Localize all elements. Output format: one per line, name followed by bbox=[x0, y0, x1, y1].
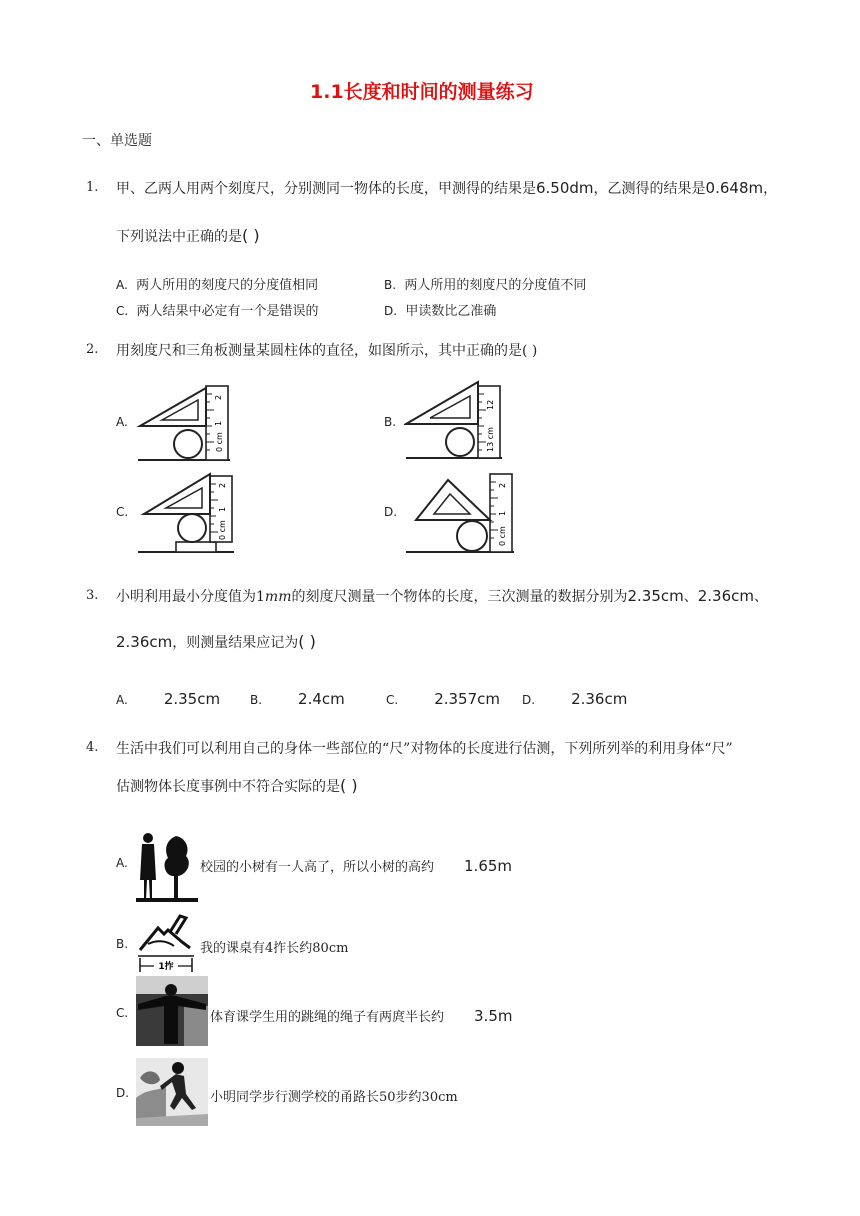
option-value: 2.35cm bbox=[163, 690, 221, 708]
option-text: 体育课学生用的跳绳的绳子有两庹半长约 bbox=[210, 1010, 445, 1025]
answer-paren: ( ) bbox=[298, 632, 316, 651]
ruler-label: 13 cm bbox=[486, 427, 495, 452]
option-letter: A. bbox=[116, 693, 128, 707]
option-letter: D. bbox=[384, 304, 398, 318]
q1-option-b[interactable] bbox=[384, 274, 586, 293]
q2-option-b-letter[interactable]: B. bbox=[384, 415, 397, 429]
option-text: 校园的小树有一人高了，所以小树的高约 bbox=[200, 860, 435, 875]
ruler-label: 2 bbox=[218, 482, 227, 488]
person-and-tree-image bbox=[136, 830, 198, 902]
option-value: 2.4cm bbox=[298, 690, 345, 708]
option-text: 两人结果中必定有一个是错误的 bbox=[136, 304, 319, 319]
option-letter: B. bbox=[384, 278, 397, 292]
span-label: 1拃 bbox=[158, 962, 174, 972]
question-4-line2 bbox=[116, 776, 358, 796]
hand-span-image bbox=[136, 914, 198, 974]
q1-option-a[interactable] bbox=[116, 274, 318, 293]
q4-option-a-text[interactable] bbox=[200, 856, 512, 875]
question-3-line2 bbox=[116, 632, 316, 652]
ruler-label: 12 bbox=[486, 399, 495, 410]
option-letter: C. bbox=[116, 304, 129, 318]
ruler-label: 0 cm bbox=[498, 526, 507, 546]
question-1-line1 bbox=[116, 178, 777, 198]
option-letter: D. bbox=[522, 693, 536, 707]
ruler-label: 1 bbox=[498, 510, 507, 516]
question-4-number: 4. bbox=[86, 740, 99, 755]
q4-option-d-text[interactable]: 小明同学步行测学校的甬路长50步约30cm bbox=[210, 1090, 458, 1105]
question-2-text: 用刻度尺和三角板测量某圆柱体的直径，如图所示，其中正确的是( ) bbox=[116, 343, 538, 359]
figure-d-ruler-triangle bbox=[404, 470, 516, 554]
question-3-text-a: 小明利用最小分度值为1 bbox=[116, 589, 265, 605]
q4-option-b-letter[interactable]: B. bbox=[116, 937, 129, 951]
question-1-line2 bbox=[116, 226, 260, 246]
question-1-number: 1. bbox=[86, 180, 99, 195]
question-4-line1: 生活中我们可以利用自己的身体一些部位的“尺”对物体的长度进行估测，下列所列举的利用身体“尺” bbox=[116, 741, 733, 757]
option-value: 2.357cm bbox=[434, 690, 501, 708]
q4-option-d-letter[interactable]: D. bbox=[116, 1086, 130, 1100]
page-title: 1.1长度和时间的测量练习 bbox=[310, 81, 534, 103]
q4-option-a-letter[interactable]: A. bbox=[116, 856, 128, 870]
q2-option-c-letter[interactable]: C. bbox=[116, 505, 129, 519]
ruler-label: 2 bbox=[214, 394, 223, 400]
answer-paren: ( ) bbox=[340, 776, 358, 795]
q4-option-c-text[interactable] bbox=[210, 1006, 512, 1025]
question-3-value-1: 2.35cm bbox=[627, 587, 684, 605]
question-4-text-2: 估测物体长度事例中不符合实际的是 bbox=[116, 779, 340, 795]
ruler-label: 0 cm bbox=[215, 432, 224, 452]
unit-mm: mm bbox=[264, 589, 292, 605]
q4-option-c-letter[interactable]: C. bbox=[116, 1006, 129, 1020]
question-1-mid: ，乙测得的结果是 bbox=[593, 181, 706, 197]
ruler-label: 1 bbox=[218, 506, 227, 512]
option-text: 两人所用的刻度尺的分度值不同 bbox=[404, 278, 587, 293]
question-3-value-3: 2.36cm bbox=[116, 633, 173, 651]
q3-option-d[interactable] bbox=[522, 690, 627, 708]
q1-option-c[interactable] bbox=[116, 300, 318, 319]
q4-option-b-text[interactable]: 我的课桌有4拃长约80cm bbox=[200, 941, 349, 956]
walking-student-image bbox=[136, 1058, 208, 1126]
q2-option-a-letter[interactable]: A. bbox=[116, 415, 128, 429]
option-value: 3.5m bbox=[474, 1007, 513, 1025]
q3-option-c[interactable] bbox=[386, 690, 500, 708]
q3-option-b[interactable] bbox=[250, 690, 345, 708]
ruler-label: 0 cm bbox=[218, 520, 227, 540]
option-text: 甲读数比乙准确 bbox=[405, 304, 497, 319]
option-value: 2.36cm bbox=[571, 690, 628, 708]
question-1-value-1: 6.50dm bbox=[536, 179, 594, 197]
separator: 、 bbox=[754, 589, 769, 605]
option-text: 两人所用的刻度尺的分度值相同 bbox=[136, 278, 319, 293]
figure-a-ruler-triangle bbox=[136, 382, 232, 462]
answer-paren: ( ) bbox=[242, 226, 260, 245]
question-1-text-2: 下列说法中正确的是 bbox=[116, 229, 242, 245]
option-letter: B. bbox=[250, 693, 263, 707]
figure-c-ruler-triangle bbox=[136, 470, 236, 554]
question-2-number: 2. bbox=[86, 342, 99, 357]
option-letter: C. bbox=[386, 693, 399, 707]
q3-option-a[interactable] bbox=[116, 690, 220, 708]
ruler-label: 1 bbox=[214, 420, 223, 426]
figure-b-ruler-triangle bbox=[404, 380, 504, 462]
question-3-text-b: 的刻度尺测量一个物体的长度，三次测量的数据分别为 bbox=[291, 589, 628, 605]
question-1-text: 甲、乙两人用两个刻度尺，分别测同一物体的长度，甲测得的结果是 bbox=[116, 181, 536, 197]
question-1-value-2: 0.648m bbox=[705, 179, 764, 197]
question-3-line1 bbox=[116, 586, 768, 606]
question-3-value-2: 2.36cm bbox=[697, 587, 755, 605]
arm-span-image bbox=[136, 976, 208, 1046]
option-value: 1.65m bbox=[464, 857, 513, 875]
ruler-label: 2 bbox=[498, 482, 507, 488]
option-letter: A. bbox=[116, 278, 128, 292]
question-1-end: ， bbox=[763, 181, 778, 197]
section-heading: 一、单选题 bbox=[82, 133, 152, 149]
q2-option-d-letter[interactable]: D. bbox=[384, 505, 398, 519]
question-3-number: 3. bbox=[86, 588, 99, 603]
separator: 、 bbox=[683, 589, 698, 605]
question-3-text-2: ，则测量结果应记为 bbox=[172, 635, 299, 651]
q1-option-d[interactable] bbox=[384, 300, 496, 319]
